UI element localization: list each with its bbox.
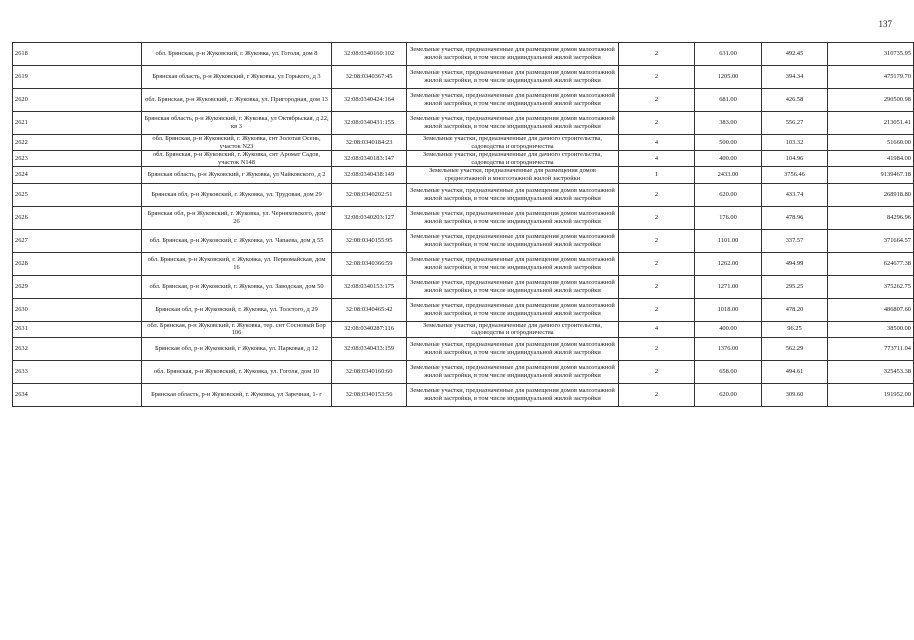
cadastral-number-cell: 32:08:0340153:175 (332, 275, 407, 298)
cadastral-value-cell: 9139467.18 (828, 167, 914, 183)
land-use-cell: Земельные участки, предназначенные для размещения домов малоэтажной жилой застройки, в том числе индивидуальной жилой застройки (407, 252, 619, 275)
land-use-cell: Земельные участки, предназначенные для дачного строительства, садоводства и огородничества (407, 135, 619, 151)
cadastral-value-cell: 325453.38 (828, 360, 914, 383)
table-row (13, 43, 914, 66)
land-use-cell: Земельные участки, предназначенные для размещения домов малоэтажной жилой застройки, в том числе индивидуальной жилой застройки (407, 206, 619, 229)
group-cell: 2 (619, 112, 695, 135)
group-cell: 2 (619, 383, 695, 406)
cadastral-number-cell: 32:08:0340367:45 (332, 66, 407, 89)
cadastral-number-cell: 32:08:0340160:102 (332, 43, 407, 66)
specific-value-cell: 562.29 (762, 337, 828, 360)
area-cell: 500.00 (695, 135, 762, 151)
row-number: 2631 (13, 321, 142, 337)
group-cell: 4 (619, 135, 695, 151)
cadastral-number-cell: 32:08:0340155:95 (332, 229, 407, 252)
land-use-cell: Земельные участки, предназначенные для размещения домов малоэтажной жилой застройки, в том числе индивидуальной жилой застройки (407, 298, 619, 321)
table-row (13, 112, 914, 135)
cadastral-number-cell: 32:08:0340424:164 (332, 89, 407, 112)
cadastral-number-cell: 32:08:0340431:155 (332, 112, 407, 135)
table-row (13, 66, 914, 89)
row-number: 2625 (13, 183, 142, 206)
specific-value-cell: 492.45 (762, 43, 828, 66)
group-cell: 2 (619, 229, 695, 252)
table-row (13, 89, 914, 112)
cadastral-value-cell: 38500.00 (828, 321, 914, 337)
specific-value-cell: 494.61 (762, 360, 828, 383)
land-use-cell: Земельные участки, предназначенные для размещения домов малоэтажной жилой застройки, в том числе индивидуальной жилой застройки (407, 275, 619, 298)
address-cell: Брянская обл, р-н Жуковский, г. Жуковка, ул. Черняховского, дом 26 (142, 206, 332, 229)
land-use-cell: Земельные участки, предназначенные для размещения домов малоэтажной жилой застройки, в том числе индивидуальной жилой застройки (407, 43, 619, 66)
row-number: 2632 (13, 337, 142, 360)
specific-value-cell: 337.57 (762, 229, 828, 252)
table-row (13, 183, 914, 206)
area-cell: 176.00 (695, 206, 762, 229)
group-cell: 2 (619, 183, 695, 206)
cadastral-number-cell: 32:08:0340202:51 (332, 183, 407, 206)
area-cell: 631.00 (695, 43, 762, 66)
group-cell: 4 (619, 151, 695, 167)
area-cell: 681.00 (695, 89, 762, 112)
area-cell: 1101.00 (695, 229, 762, 252)
area-cell: 383.00 (695, 112, 762, 135)
row-number: 2623 (13, 151, 142, 167)
table-row (13, 337, 914, 360)
cadastral-value-cell: 213051.41 (828, 112, 914, 135)
cadastral-number-cell: 32:08:0340160:60 (332, 360, 407, 383)
address-cell: Брянская область, р-н Жуковский, г. Жуковка, ул Октябрьская, д 22, кв 3 (142, 112, 332, 135)
group-cell: 2 (619, 206, 695, 229)
land-use-cell: Земельные участки, предназначенные для размещения домов малоэтажной жилой застройки, в том числе индивидуальной жилой застройки (407, 360, 619, 383)
row-number: 2622 (13, 135, 142, 151)
row-number: 2624 (13, 167, 142, 183)
row-number: 2618 (13, 43, 142, 66)
cadastral-number-cell: 32:08:0340184:23 (332, 135, 407, 151)
area-cell: 658.00 (695, 360, 762, 383)
address-cell: Брянская обл, р-н Жуковский, г Жуковка, ул. Парковая, д 12 (142, 337, 332, 360)
address-cell: Брянская область, р-н Жуковский, г Жуковка, ул Горького, д 3 (142, 66, 332, 89)
group-cell: 2 (619, 66, 695, 89)
specific-value-cell: 295.25 (762, 275, 828, 298)
table-row (13, 321, 914, 337)
address-cell: обл. Брянская, р-н Жуковский, г. Жуковка, ул. Пригородная, дом 13 (142, 89, 332, 112)
group-cell: 2 (619, 275, 695, 298)
specific-value-cell: 394.34 (762, 66, 828, 89)
cadastral-value-cell: 268918.80 (828, 183, 914, 206)
cadastral-value-cell: 486807.60 (828, 298, 914, 321)
row-number: 2633 (13, 360, 142, 383)
cadastral-value-cell: 191952.00 (828, 383, 914, 406)
area-cell: 1018.00 (695, 298, 762, 321)
land-use-cell: Земельные участки, предназначенные для дачного строительства, садоводства и огородничества (407, 151, 619, 167)
table-row (13, 252, 914, 275)
area-cell: 620.00 (695, 383, 762, 406)
address-cell: обл. Брянская, р-н Жуковский, г. Жуковка, ул. Гоголя, дом 8 (142, 43, 332, 66)
address-cell: обл. Брянская, р-н Жуковский, г. Жуковка, тер. снт Сосновый Бор 106 (142, 321, 332, 337)
specific-value-cell: 478.20 (762, 298, 828, 321)
area-cell: 1271.00 (695, 275, 762, 298)
address-cell: обл. Брянская, р-н Жуковский, г. Жуковка, снт Золотая Осень, участок N23 (142, 135, 332, 151)
row-number: 2619 (13, 66, 142, 89)
cadastral-value-cell: 51660.00 (828, 135, 914, 151)
address-cell: обл. Брянская, р-н Жуковский, г. Жуковка, ул. Заводская, дом 50 (142, 275, 332, 298)
area-cell: 400.00 (695, 321, 762, 337)
cadastral-value-cell: 41984.00 (828, 151, 914, 167)
land-use-cell: Земельные участки, предназначенные для дачного строительства, садоводства и огородничества (407, 321, 619, 337)
cadastral-number-cell: 32:08:0340366:59 (332, 252, 407, 275)
land-use-cell: Земельные участки, предназначенные для размещения домов малоэтажной жилой застройки, в том числе индивидуальной жилой застройки (407, 337, 619, 360)
cadastral-number-cell: 32:08:0340183:147 (332, 151, 407, 167)
cadastral-value-cell: 624677.38 (828, 252, 914, 275)
page-number: 137 (878, 19, 892, 29)
cadastral-value-cell: 310735.95 (828, 43, 914, 66)
address-cell: обл. Брянская, р-н Жуковский, г. Жуковка, снт Аромат Садов, участок N148 (142, 151, 332, 167)
cadastral-value-cell: 84296.96 (828, 206, 914, 229)
land-use-cell: Земельные участки, предназначенные для размещения домов малоэтажной жилой застройки, в том числе индивидуальной жилой застройки (407, 183, 619, 206)
specific-value-cell: 556.27 (762, 112, 828, 135)
row-number: 2627 (13, 229, 142, 252)
row-number: 2629 (13, 275, 142, 298)
land-use-cell: Земельные участки, предназначенные для размещения домов малоэтажной жилой застройки, в том числе индивидуальной жилой застройки (407, 383, 619, 406)
table-row (13, 360, 914, 383)
address-cell: обл. Брянская, р-н Жуковский, г. Жуковка, ул. Гоголя, дом 10 (142, 360, 332, 383)
row-number: 2634 (13, 383, 142, 406)
cadastral-value-cell: 773711.04 (828, 337, 914, 360)
group-cell: 2 (619, 337, 695, 360)
specific-value-cell: 494.99 (762, 252, 828, 275)
cadastral-number-cell: 32:08:0340433:159 (332, 337, 407, 360)
table-row (13, 229, 914, 252)
row-number: 2628 (13, 252, 142, 275)
cadastral-value-table (12, 42, 914, 407)
specific-value-cell: 426.58 (762, 89, 828, 112)
cadastral-number-cell: 32:08:0340153:56 (332, 383, 407, 406)
specific-value-cell: 433.74 (762, 183, 828, 206)
address-cell: Брянская обл, р-н Жуковский, г. Жуковка, ул. Толстого, д 29 (142, 298, 332, 321)
cadastral-value-cell: 475179.70 (828, 66, 914, 89)
cadastral-number-cell: 32:08:0340438:149 (332, 167, 407, 183)
land-use-cell: Земельные участки, предназначенные для размещения домов среднеэтажной и многоэтажной жилой застройки (407, 167, 619, 183)
land-use-cell: Земельные участки, предназначенные для размещения домов малоэтажной жилой застройки, в том числе индивидуальной жилой застройки (407, 66, 619, 89)
group-cell: 4 (619, 321, 695, 337)
group-cell: 2 (619, 298, 695, 321)
area-cell: 1376.00 (695, 337, 762, 360)
specific-value-cell: 478.96 (762, 206, 828, 229)
table-body (13, 43, 914, 407)
address-cell: Брянская область, р-н Жуковский, г. Жуковка, ул Заречная, 1- г (142, 383, 332, 406)
row-number: 2620 (13, 89, 142, 112)
cadastral-value-cell: 371664.57 (828, 229, 914, 252)
group-cell: 2 (619, 43, 695, 66)
cadastral-value-cell: 290500.98 (828, 89, 914, 112)
table-row (13, 275, 914, 298)
row-number: 2630 (13, 298, 142, 321)
table-row (13, 135, 914, 151)
cadastral-number-cell: 32:08:0340203:127 (332, 206, 407, 229)
specific-value-cell: 3756.46 (762, 167, 828, 183)
table-row (13, 167, 914, 183)
table-row (13, 383, 914, 406)
land-use-cell: Земельные участки, предназначенные для размещения домов малоэтажной жилой застройки, в том числе индивидуальной жилой застройки (407, 229, 619, 252)
area-cell: 1262.00 (695, 252, 762, 275)
address-cell: обл. Брянская, р-н Жуковский, г. Жуковка, ул. Первомайская, дом 16 (142, 252, 332, 275)
address-cell: обл. Брянская, р-н Жуковский, г. Жуковка, ул. Чапаева, дом д 55 (142, 229, 332, 252)
address-cell: Брянская область, р-н Жуковский, г Жуковка, ул Чайковского, д 2 (142, 167, 332, 183)
table-row (13, 151, 914, 167)
cadastral-number-cell: 32:08:0340287:116 (332, 321, 407, 337)
specific-value-cell: 103.32 (762, 135, 828, 151)
group-cell: 2 (619, 252, 695, 275)
group-cell: 2 (619, 89, 695, 112)
area-cell: 620.00 (695, 183, 762, 206)
specific-value-cell: 96.25 (762, 321, 828, 337)
specific-value-cell: 104.96 (762, 151, 828, 167)
cadastral-number-cell: 32:08:0340465:42 (332, 298, 407, 321)
group-cell: 2 (619, 360, 695, 383)
table-row (13, 298, 914, 321)
row-number: 2626 (13, 206, 142, 229)
area-cell: 2433.00 (695, 167, 762, 183)
table-row (13, 206, 914, 229)
address-cell: Брянская обл, р-н Жуковский, г. Жуковка, ул. Трудовая, дом 29 (142, 183, 332, 206)
specific-value-cell: 309.60 (762, 383, 828, 406)
cadastral-value-cell: 375262.75 (828, 275, 914, 298)
area-cell: 400.00 (695, 151, 762, 167)
land-use-cell: Земельные участки, предназначенные для размещения домов малоэтажной жилой застройки, в том числе индивидуальной жилой застройки (407, 89, 619, 112)
group-cell: 1 (619, 167, 695, 183)
row-number: 2621 (13, 112, 142, 135)
land-use-cell: Земельные участки, предназначенные для размещения домов малоэтажной жилой застройки, в том числе индивидуальной жилой застройки (407, 112, 619, 135)
area-cell: 1205.00 (695, 66, 762, 89)
